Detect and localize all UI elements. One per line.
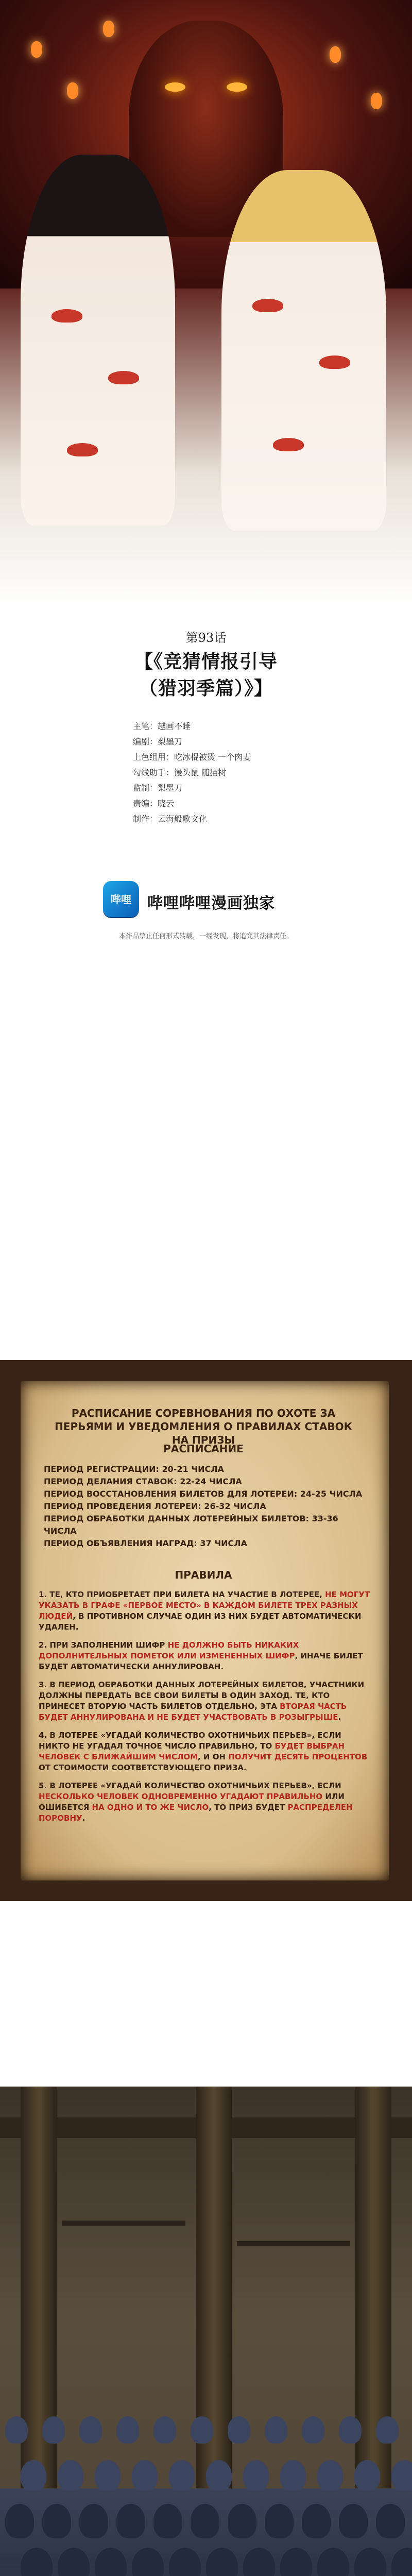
- credit-row: 制作：云海般歌文化: [133, 814, 208, 824]
- lantern: [330, 46, 341, 63]
- rule-item: [39, 1589, 371, 1633]
- schedule-item: ПЕРИОД ВОССТАНОВЛЕНИЯ БИЛЕТОВ ДЛЯ ЛОТЕРЕИ: 24-25 ЧИСЛА: [44, 1489, 363, 1499]
- rule-text: , ТО ПРИЗ БУДЕТ: [209, 1803, 288, 1812]
- crowd-person: [191, 2504, 219, 2538]
- crowd-person: [317, 2460, 343, 2491]
- notice-title: РАСПИСАНИЕ СОРЕВНОВАНИЯ ПО ОХОТЕ ЗА ПЕРЬЯМИ И УВЕДОМЛЕНИЯ О ПРАВИЛАХ СТАВОК НА ПРИЗЫ: [55, 1407, 352, 1446]
- crowd-person: [280, 2460, 306, 2491]
- cloud-pattern: [273, 438, 304, 451]
- shelf: [62, 2221, 185, 2226]
- rule-text: .: [82, 1814, 85, 1823]
- rule-highlight: НЕ ДОЛЖНО БЫТЬ НИКАКИХ ДОПОЛНИТЕЛЬНЫХ ПОМЕТОК ИЛИ ИЗМЕНЕННЫХ ШИФР: [39, 1640, 299, 1660]
- crowd-person: [376, 2416, 399, 2444]
- cover-illustration: [0, 0, 412, 608]
- chapter-number: 第93话: [185, 631, 227, 645]
- crowd-person: [5, 2416, 28, 2444]
- brand-name: 哔哩哔哩漫画独家: [147, 894, 275, 912]
- rule-text: 1. ТЕ, КТО ПРИОБРЕТАЕТ ПРИ БИЛЕТА НА УЧАСТИЕ В ЛОТЕРЕЕ,: [39, 1590, 325, 1599]
- crowd-person: [132, 2460, 158, 2491]
- schedule-heading: РАСПИСАНИЕ: [163, 1443, 244, 1455]
- cloud-pattern: [108, 371, 139, 384]
- character-blonde-hair: [221, 170, 386, 531]
- rule-text: , ИНАЧЕ БИЛЕТ БУДЕТ АВТОМАТИЧЕСКИ АННУЛИРОВАН.: [39, 1651, 363, 1671]
- dragon-eye: [165, 82, 185, 92]
- rule-text: , В ПРОТИВНОМ СЛУЧАЕ ОДИН ИЗ НИХ БУДЕТ АВТОМАТИЧЕСКИ УДАЛЕН.: [39, 1612, 362, 1632]
- rule-item: [39, 1640, 371, 1672]
- crowd-person: [302, 2416, 324, 2444]
- rule-item: [39, 1680, 371, 1723]
- crowd-person: [391, 2460, 412, 2491]
- crowd-person: [79, 2504, 108, 2538]
- rule-highlight: РАСПРЕДЕЛЕН ПОРОВНУ: [39, 1803, 353, 1823]
- crowd-person: [339, 2504, 368, 2538]
- crowd-person: [95, 2460, 121, 2491]
- rule-text: ИЛИ ОШИБЕТСЯ: [39, 1792, 345, 1812]
- rule-text: 3. В ПЕРИОД ОБРАБОТКИ ДАННЫХ ЛОТЕРЕЙНЫХ БИЛЕТОВ, УЧАСТНИКИ ДОЛЖНЫ ПЕРЕДАТЬ ВСЕ СВОИ БИЛЕТЫ В ОДИН ЗАХОД. ТЕ, КТО ПРИНЕСЕТ ВТОРУЮ ЧАСТЬ БИЛЕТОВ ОТДЕЛЬНО, ЭТА: [39, 1680, 365, 1711]
- crowd-person: [58, 2460, 83, 2491]
- credit-row: 勾线助手：馒头鼠 随猫树: [133, 768, 227, 777]
- publisher-block: [0, 866, 412, 999]
- rule-text: , И ОН: [198, 1752, 229, 1761]
- rules-list: [39, 1589, 371, 1831]
- rule-text: 2. ПРИ ЗАПОЛНЕНИИ ШИФР: [39, 1640, 168, 1650]
- schedule-item: ПЕРИОД ОБРАБОТКИ ДАННЫХ ЛОТЕРЕЙНЫХ БИЛЕТОВ: 33-36 ЧИСЛА: [44, 1514, 338, 1536]
- crowd-person: [42, 2504, 71, 2538]
- schedule-list: [44, 1463, 368, 1550]
- rule-text: 5. В ЛОТЕРЕЕ «УГАДАЙ КОЛИЧЕСТВО ОХОТНИЧЬИХ ПЕРЬЕВ», ЕСЛИ: [39, 1781, 341, 1790]
- crowd-person: [376, 2504, 405, 2538]
- crowd-person: [243, 2460, 269, 2491]
- cloud-pattern: [52, 309, 82, 323]
- rule-highlight: НЕСКОЛЬКО ЧЕЛОВЕК ОДНОВРЕМЕННО УГАДАЮТ ПРАВИЛЬНО: [39, 1792, 323, 1801]
- credit-row: 主笔：越画不睡: [133, 721, 191, 731]
- crowd-person: [153, 2504, 182, 2538]
- rule-highlight: НЕ МОГУТ УКАЗАТЬ В ГРАФЕ «ПЕРВОЕ МЕСТО» В КАЖДОМ БИЛЕТЕ ТРЕХ РАЗНЫХ ЛЮДЕЙ: [39, 1590, 370, 1621]
- bilibili-comics-logo-icon: 哔哩: [103, 881, 139, 917]
- parchment-sheet: [21, 1381, 389, 1880]
- crowd-scene: [0, 2087, 412, 2576]
- rule-text: .: [338, 1713, 341, 1722]
- character-dark-hair: [21, 155, 175, 526]
- crowd-person: [339, 2416, 362, 2444]
- schedule-item: ПЕРИОД РЕГИСТРАЦИИ: 20-21 ЧИСЛА: [44, 1464, 224, 1474]
- notice-panel: [0, 1360, 412, 1901]
- cloud-pattern: [67, 443, 98, 456]
- rule-item: [39, 1781, 371, 1824]
- rule-item: [39, 1730, 371, 1773]
- crowd-person: [116, 2416, 139, 2444]
- credit-row: 责编：晓云: [133, 799, 175, 808]
- rule-text: ОТ СТОИМОСТИ СООТВЕТСТВУЮЩЕГО ПРИЗА.: [39, 1763, 247, 1772]
- cloud-pattern: [252, 299, 283, 312]
- lantern: [103, 21, 114, 37]
- credit-row: 上色组用：吃冰棍被烫 一个肉妻: [133, 752, 251, 762]
- credits-list: [133, 719, 349, 827]
- lantern: [371, 93, 382, 109]
- crowd-person: [79, 2416, 102, 2444]
- crowd-person: [116, 2504, 145, 2538]
- chapter-title-line2: （猎羽季篇）》】: [139, 677, 273, 699]
- crowd-person: [228, 2504, 256, 2538]
- crowd-person: [228, 2416, 250, 2444]
- crowd-person: [153, 2416, 176, 2444]
- crowd-person: [42, 2416, 65, 2444]
- rule-highlight: НА ОДНО И ТО ЖЕ ЧИСЛО: [92, 1803, 209, 1812]
- crowd-person: [265, 2504, 294, 2538]
- rules-heading: ПРАВИЛА: [175, 1569, 232, 1581]
- crowd-person: [354, 2460, 380, 2491]
- crowd-person: [21, 2460, 46, 2491]
- shelf: [237, 2241, 350, 2246]
- lantern: [31, 41, 42, 58]
- chapter-title-line1: 【《竞猜情报引导: [134, 651, 278, 672]
- crowd-person: [265, 2416, 287, 2444]
- credit-row: 监制：梨墨刀: [133, 783, 183, 793]
- rule-text: 4. В ЛОТЕРЕЕ «УГАДАЙ КОЛИЧЕСТВО ОХОТНИЧЬИХ ПЕРЬЕВ», ЕСЛИ НИКТО НЕ УГАДАЛ ТОЧНОЕ ЧИСЛО ПРАВИЛЬНО, ТО: [39, 1731, 341, 1751]
- cloud-pattern: [319, 355, 350, 369]
- crowd-person: [169, 2460, 195, 2491]
- crowd-person: [191, 2416, 213, 2444]
- crowd-person: [302, 2504, 331, 2538]
- rule-highlight: ВТОРАЯ ЧАСТЬ БУДЕТ АННУЛИРОВАНА И НЕ БУДЕТ УЧАСТВОВАТЬ В РОЗЫГРЫШЕ: [39, 1702, 347, 1722]
- dragon-eye: [227, 82, 247, 92]
- copyright-notice: 本作品禁止任何形式转载，一经发现，将追究其法律责任。: [118, 933, 293, 940]
- title-block: [0, 608, 412, 866]
- schedule-item: ПЕРИОД ПРОВЕДЕНИЯ ЛОТЕРЕИ: 26-32 ЧИСЛА: [44, 1501, 266, 1511]
- credit-row: 编剧：梨墨刀: [133, 737, 183, 747]
- rule-highlight: БУДЕТ ВЫБРАН ЧЕЛОВЕК С БЛИЖАЙШИМ ЧИСЛОМ: [39, 1741, 345, 1761]
- schedule-item: ПЕРИОД ОБЪЯВЛЕНИЯ НАГРАД: 37 ЧИСЛА: [44, 1538, 247, 1548]
- rule-highlight: ПОЛУЧИТ ДЕСЯТЬ ПРОЦЕНТОВ: [228, 1752, 368, 1761]
- schedule-item: ПЕРИОД ДЕЛАНИЯ СТАВОК: 22-24 ЧИСЛА: [44, 1477, 242, 1486]
- lantern: [67, 82, 78, 99]
- crowd-person: [206, 2460, 232, 2491]
- crowd-person: [5, 2504, 34, 2538]
